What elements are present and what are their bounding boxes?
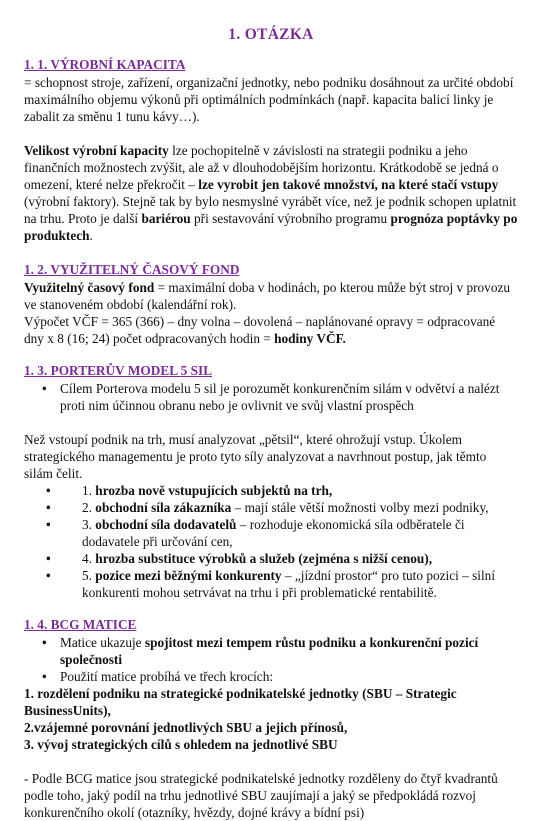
section-heading-vyrobni-kapacita: 1. 1. VÝROBNÍ KAPACITA (24, 57, 186, 72)
section-heading-bcg: 1. 4. BCG MATICE (24, 617, 137, 632)
paragraph-capacity-size: Velikost výrobní kapacity lze pochopitelně v závislosti na strategii podniku a jeho finančních možnostech zvýšit, ale až v dlouhodobějším horizontu. Krátkodobě se jedná o omezení, které nelze překročit – lze vyrobit jen takové množství, na které stačí vstupy (výrobní faktory). Stejně tak by bylo nesmyslné vyrábět více, než je podnik schopen uplatnit na trhu. Proto je další bariérou při sestavování výrobního programu prognóza poptávky po produktech. (24, 143, 518, 243)
bcg-step-2: 2.vzájemné porovnání jednotlivých SBU a jejich přínosů, (24, 720, 348, 735)
paragraph-bcg-quadrants: - Podle BCG matice jsou strategické podnikatelské jednotky rozděleny do čtyř kvadrantů podle toho, jaký podíl na trhu jednotlivé SBU zaujímají a jaký se předpokládá rozvoj konkurenčního okolí (otazníky, hvězdy, dojné krávy a bídní psi) (24, 771, 498, 820)
list-item: • Použití matice probíhá ve třech krocích: (42, 668, 518, 685)
bcg-step-1: 1. rozdělení podniku na strategické podnikatelské jednotky (SBU – Strategic BusinessUnits), (24, 686, 457, 718)
porter-bullet-list (24, 380, 518, 414)
paragraph-definition-capacity: = schopnost stroje, zařízení, organizační jednotky, nebo podniku dosáhnout za určité období maximálního objemu výkonů při optimálních podmínkách (např. kapacita balicí linky je zabalit za směnu 1 tunu kávy…). (24, 75, 514, 124)
paragraph-vcf-definition: Využitelný časový fond = maximální doba v hodinách, po kterou může být stroj v provozu ve stanoveném období (kalendářní rok). (24, 280, 511, 312)
list-item: • 5. pozice mezi běžnými konkurenty – „jízdní prostor“ pro tuto pozici – silní konkurenti mohou setrvávat na trhu i při problematické rentabilitě. (64, 567, 518, 601)
page-title: 1. OTÁZKA (228, 26, 314, 43)
porter-forces-list (24, 482, 518, 601)
section-heading-porter: 1. 3. PORTERŮV MODEL 5 SIL (24, 363, 213, 378)
bcg-bullet-list (24, 634, 518, 685)
paragraph-porter-intro: Než vstoupí podnik na trh, musí analyzovat „pětsil“, které ohrožují vstup. Úkolem strategického managementu je proto tyto síly analyzovat a navrhnout postup, jak těmto silám čelit. (24, 432, 487, 481)
bcg-step-3: 3. vývoj strategických cílů s ohledem na jednotlivé SBU (24, 737, 338, 752)
list-item: • Matice ukazuje spojitost mezi tempem růstu podniku a konkurenční pozicí společnosti (42, 634, 518, 668)
section-heading-casovy-fond: 1. 2. VYUŽITELNÝ ČASOVÝ FOND (24, 262, 240, 277)
list-item: • 4. hrozba substituce výrobků a služeb (zejména s nižší cenou), (64, 550, 518, 567)
list-item: • 1. hrozba nově vstupujících subjektů na trh, (64, 482, 518, 499)
list-item: • 3. obchodní síla dodavatelů – rozhoduje ekonomická síla odběratele či dodavatele při určování cen, (64, 516, 518, 550)
paragraph-vcf-calculation: Výpočet VČF = 365 (366) – dny volna – dovolená – naplánované opravy = odpracované dny x 8 (16; 24) počet odpracovaných hodin = hodiny VČF. (24, 314, 496, 346)
list-item: • 2. obchodní síla zákazníka – mají stále větší možnosti volby mezi podniky, (64, 499, 518, 516)
list-item: • Cílem Porterova modelu 5 sil je porozumět konkurenčním silám v odvětví a nalézt proti nim účinnou obranu nebo je ovlivnit ve svůj vlastní prospěch (42, 380, 518, 414)
